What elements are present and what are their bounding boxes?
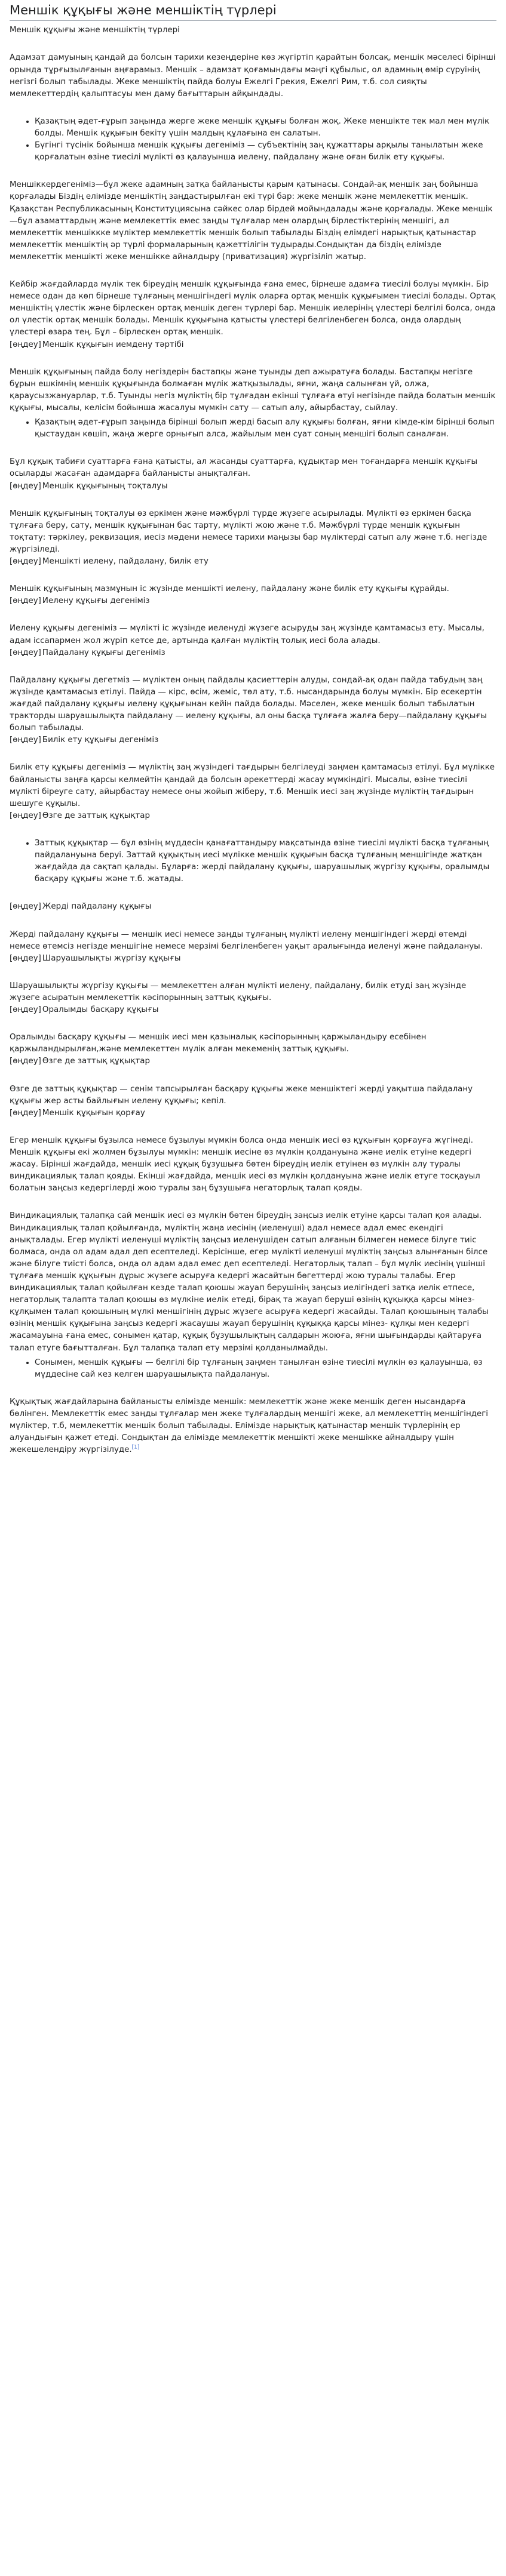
edit-link[interactable]: [өңдеу] <box>10 1057 41 1066</box>
edit-link[interactable]: [өңдеу] <box>10 596 41 606</box>
paragraph-tort: Меншіккердегеніміз—бұл жеке адамның затқа байланысты қарым қатынасы. Сондай-ақ меншік заң бойынша қорғалады Біздің елімізде меншіктің заңдастырылған екі түрі бар: жеке меншік және мемлекеттік меншік. Қазақстан Республикасының Конституциясына сәйкес олар бірдей мойындалады және қорғалады. Жеке меншік—бұл азаматтардың және мемлекеттік емес заңды тұлғалар мен олардың бірлестіктерінің меншігі, ал мемлекеттік меншіккке мүліктер мемлекеттік меншік болып табылады Біздің елімдегі нарықтық қатынастар мемлекеттік меншіктің әр түрлі формаларының қажеттілігін тудырады.Сондықтан да біздің елімізде мемлекеттік меншікті жеке меншікке айналдыру (приватизация) жүргізіліп жатыр. <box>10 180 493 261</box>
section-text-possession-use-disposal: Меншік құқығының мазмұнын іс жүзінде меншікті иелену, пайдалану және билік ету құқығы құрайды. <box>10 584 449 594</box>
section-title: Шаруашылықты жүргізу құқығы <box>42 953 181 963</box>
page-subtitle: Меншік құқығы және меншіктің түрлері <box>10 26 180 35</box>
edit-link[interactable]: [өңдеу] <box>10 735 41 745</box>
section-text-acquisition: Меншік құқығының пайда болу негіздерін бастапқы және туынды деп ажыратуға болады. Бастапқы негізге бұрын ешкімнің меншік құқығында болмаған мүлік жатқызылады, яғни, жаңа салынған үй, олжа, қараусызжануарлар, т.б. Туынды негіз мүліктің бір тұлғадан екінші тұлғаға өтуі негізінде пайда болатын меншік құқығы, мысалы, келісім бойынша жасалуы мүмкін сату — сатып алу, айырбастау, сыйлау. <box>10 367 496 413</box>
section-title: Меншікті иелену, пайдалану, билік ету <box>42 557 208 567</box>
section-title: Оралымды басқару құқығы <box>42 1005 159 1015</box>
section-text-other-real-rights: Өзге де заттық құқықтар — сенім тапсырылған басқару құқығы жеке меншіктегі жерді уақытша пайдалану құқығы жер асты байлығын иелену құқығы; кепіл. <box>10 1084 473 1106</box>
closing-text: Құқықтық жағдайларына байланысты елімізде меншік: мемлекеттік және жеке меншік деген нысандарға бөлінген. Мемлекеттік емес заңды тұлғалар мен жеке тұлғалардың меншігі жеке, ал мемлекеттің меншігіндегі мүліктер, т.б, мемлекеттік меншік болып табылады. Елімізде нарықтық қатынастар меншік түрлерінің ер алуандығын қажет етеді. Сондықтан да елімізде мемлекеттік меншікті жеке меншікке айналдыру үшін жекешелендіру жүргізілуде. <box>10 1397 488 1455</box>
section-list-acquisition <box>10 417 496 441</box>
section-heading-acquisition <box>10 339 496 351</box>
section-heading-operational-management <box>10 1004 496 1016</box>
section-title: Билік ету құқығы дегеніміз <box>42 735 159 745</box>
section-title: Өзге де заттық құқықтар <box>42 811 150 820</box>
section-heading-other-real-rights <box>10 1055 496 1067</box>
section-list-other-rights <box>10 838 496 885</box>
section-text-acquisition-after: Бұл құқық табиғи суаттарға ғана қатысты, ал жасанды суаттарға, құдықтар мен тоғандарға меншік құқығы осыларды жасаған адамдарға байланысты анықталған. <box>10 457 478 479</box>
edit-link[interactable]: [өңдеу] <box>10 648 41 657</box>
section-title: Өзге де заттық құқықтар <box>42 1057 150 1066</box>
section-text-operational-management: Оралымды басқару құқығы — меншік иесі мен қазыналық кәсіпорынның қаржыландыру есебінен қаржыландырылған,және мемлекеттен мүлік алған мекеменің заттық құқығы. <box>10 1033 427 1054</box>
section-heading-disposal <box>10 734 496 746</box>
intro-paragraph: Адамзат дамуының қандай да болсын тарихи кезеңдеріне көз жүгіртіп қарайтын болсақ, меншік мәселесі бірінші орында тұрғызылғанын аңғарамыз. Меншік – адамзат қоғамындағы мәңгі құбылыс, ол адамның өмір сүруінің негізгі болып табылады. Жеке меншіктің пайда болуы Ежелгі Грекия, Ежелгі Рим, т.б. сол сияқты мемлекеттердің қалыптасуы мен даму бағыттарын айқындады. <box>10 53 496 99</box>
paragraph-shared-property: Кейбір жағдайларда мүлік тек біреудің меншік құқығында ғана емес, бірнеше адамға тиесілі болуы мүмкін. Бір немесе одан да көп бірнеше тұлғаның меншігіндегі мүлік оларға ортақ меншік құқығымен тиесілі болады. Ортақ меншіктің үлестік және бірлескен ортақ меншік деген түрлері бар. Меншік иелерінің үлестері белгілі болса, онда ол үлестік ортақ меншік болады. Меншік құқығына қатысты үлестері белгіленбеген болса, онда олардың үлестері өзара тең. Бұл – бірлескен ортақ меншік. <box>10 280 496 337</box>
section-heading-possession-use-disposal <box>10 556 496 568</box>
list-item: • Сонымен, меншік құқығы — белгілі бір тұлғаның заңмен танылған өзіне тиесілі мүлкін өз қалауынша, өз мүддесіне сай кез келген шаруашылықта пайдалануы. <box>35 1357 496 1381</box>
list-item: • Қазақтың әдет-ғұрып заңында бірінші болып жерді басып алу құқығы болған, яғни кімде-кім бірінші болып қыстаудан көшіп, жаңа жерге орнығып алса, жайылым мен суат соның меншігі болып саналған. <box>35 417 496 441</box>
edit-link[interactable]: [өңдеу] <box>10 902 41 912</box>
edit-link[interactable]: [өңдеу] <box>10 557 41 567</box>
section-text-use: Пайдалану құқығы дегетміз — мүліктен оның пайдалы қасиеттерін алуды, сондай-ақ одан пайда табудың заң жүзінде қамтамасыз етілуі. Пайда — кірс, өсім, жеміс, төл ату, т.б. нысандарында болуы мүмкін. Бір есекертін жағдай пайдалану құқығы иелену құқығынан кейін пайда болады. Мәселен, жеке меншік болып табылатын тракторды шаруашылықта пайдалану — иелену құқығы, ал оны басқа тұлғаға жалға беру—пайдалану құқығы болып табылады. <box>10 675 487 733</box>
section-title: Пайдалану құқығы дегеніміз <box>42 648 165 657</box>
section-heading-other-rights <box>10 810 496 822</box>
section-text-possession: Иелену құқығы дегеніміз — мүлікті іс жүзінде иеленуді жүзеге асыруды заң жүзінде қамтамасыз ету. Мысалы, адам іссапармен жол жүріп кетсе де, артында қалған мүліктің толық иесі бола алады. <box>10 624 484 645</box>
list-item: • Бүгінгі түсінік бойынша меншік құқығы дегеніміз — субъектінің заң құжаттары арқылы танылатын жеке қорғалатын өзіне тиесілі мүлікті өз қалауынша иелену, пайдалану және оған билік ету құқығы. <box>35 140 496 164</box>
section-title: Меншік құқығын қорғау <box>42 1108 145 1118</box>
section-text-protection-3 <box>10 1396 496 1457</box>
reference-link[interactable]: [1] <box>131 1444 140 1451</box>
section-heading-termination <box>10 481 496 493</box>
edit-link[interactable]: [өңдеу] <box>10 1108 41 1118</box>
section-text-protection-2: Виндикациялық талапқа сай меншік иесі өз мүлкін бөтен біреудің заңсыз иелік етуіне қарсы талап қоя алады. Виндикациялық талап қойылғанда, мүліктің жаңа иесінің (иеленуші) адал немесе адал емес екендігі анықталады. Егер мүлікті иеленуші мүліктің заңсыз иеленушіден сатып алғанын білмеген немесе білуге тиіс болмаса, онда ол адам адал деп есептеледі. Керісінше, егер мүлікті иеленуші мүліктің заңсыз алынғанын білсе және білуге тиісті болса, онда ол адам адал емес деп есептеледі. Негаторлық талап – бұл мүлік иесінің үшінші тұлғаға меншік құқығын дұрыс жүзеге асыруға кедергі жасайтын бөгеттерді жою туралы талабы. Егер виндикациялық талап қойылған кезде талап қоюшы жауап берушінің заңсыз иелігіндегі затқа иелік етпесе, негаторлық талапта талап қоюшы өз мүлкіне иелік етеді, бірақ та жауап беруші өзінің құқыққа қарсы мінез-құлқымен талап қоюшының мүлкі меншігінің дұрыс жүзеге асыруға кедергі жасайды. Талап қоюшының талабы өзінің меншік құқығына заңсыз кедергі жасаушы жауап берушінің құқыққа қарсы мінез- құлқы мен кедергі жасамауына ғана емес, сонымен қатар, құқық бұзушылықтың салдарын жоюға, яғни шығындарды қайтаруға талап етуге бағытталған. Бұл талапқа талап ету мерзімі қолданылмайды. <box>10 1211 489 1353</box>
section-heading-use <box>10 647 496 659</box>
section-title: Меншік құқығын иемдену тәртібі <box>42 340 184 349</box>
section-heading-economic-management <box>10 953 496 965</box>
page-title: Меншік құқығы және меншіктің түрлері <box>10 2 496 21</box>
section-heading-possession <box>10 595 496 607</box>
edit-link[interactable]: [өңдеу] <box>10 481 41 491</box>
edit-link[interactable]: [өңдеу] <box>10 811 41 820</box>
intro-list <box>10 116 496 164</box>
section-heading-land-use <box>10 901 496 913</box>
section-text-termination: Меншік құқығының тоқталуы өз еркімен және мәжбүрлі түрде жүзеге асырылады. Мүлікті өз еркімен басқа тұлғаға беру, сату, меншік құқығынан бас тарту, мүлікті жою және т.б. Мәжбүрлі түрде меншік құқығын тоқтату: тәркілеу, реквизация, иесіз мәдени немесе тарихи маңызы бар мүліктерді сатып алу және т.б. негізде жүргізіледі. <box>10 509 487 555</box>
section-text-land-use: Жерді пайдалану құқығы — меншік иесі немесе заңды тұлғаның мүлікті иелену меншігіндегі жерді өтемді немесе өтемсіз негізде меншігіне немесе мерзімі белгіленбеген уақыт аралығында иеленуі және пайдалануы. <box>10 930 483 951</box>
list-item: • Заттық құқықтар — бұл өзінің мүддесін қанағаттандыру мақсатында өзіне тиесілі мүлікті басқа тұлғаның пайдалануына беруі. Заттай құқықтың иесі мүлікке меншік құқығын басқа тұлғаның меншігінде жатқан жағдайда да сақтап қалады. Бұларға: жерді пайдалану құқығы, шаруашылық жүргізу құқығы, оралымды басқару құқығы және т.б. жатады. <box>35 838 496 885</box>
edit-link[interactable]: [өңдеу] <box>10 1005 41 1015</box>
edit-link[interactable]: [өңдеу] <box>10 953 41 963</box>
section-text-disposal: Билік ету құқығы дегеніміз — мүліктің заң жүзіндегі тағдырын белгілеуді заңмен қамтамасыз етілуі. Бұл мүлікке байланысты заңға қарсы келмейтін қандай да болсын әрекеттерді жасау мүмкіндігі. Мысалы, өзіне тиесілі мүлікті біреуге сату, айырбастау немесе оны жойып жіберу, т.б. Меншік иесі заң жүзінде мүліктің тағдырын шешуге құқылы. <box>10 763 495 808</box>
section-heading-protection <box>10 1107 496 1119</box>
section-title: Иелену құқығы дегеніміз <box>42 596 150 606</box>
list-item: • Қазақтың әдет-ғұрып заңында жерге жеке меншік құқығы болған жоқ. Жеке меншікте тек мал мен мүлік болды. Меншік құқығын бекіту үшін малдың құлағына ен салатын. <box>35 116 496 140</box>
section-text-protection-1: Егер меншік құқығы бұзылса немесе бұзылуы мүмкін болса онда меншік иесі өз құқығын қорғауға жүгінеді. Меншік құқығы екі жолмен бұзылуы мүмкін: меншік иесіне өз мүлкін қолдануына және иелік етуіне кедергі жасау. Бірінші жағдайда, меншік иесі құқық бұзушыға бөтен біреудің иелік етуінен өз мүлкін алу туралы виндикациялық талап қояды. Екінші жағдайда, меншік иесі өз мүлкін қолдануына және иелік етуге тосқауыл болатын заңсыз кедергілерді жою туралы заң бұзушыға негаторлық талап қояды. <box>10 1135 480 1193</box>
edit-link[interactable]: [өңдеу] <box>10 340 41 349</box>
section-list-protection <box>10 1357 496 1381</box>
section-title: Меншік құқығының тоқталуы <box>42 481 168 491</box>
section-text-economic-management: Шаруашылықты жүргізу құқығы — мемлекеттен алған мүлікті иелену, пайдалану, билік етуді заң жүзінде жүзеге асыратын мемлекеттік кәсіпорынның заттық құқығы. <box>10 981 467 1002</box>
section-title: Жерді пайдалану құқығы <box>42 902 152 912</box>
